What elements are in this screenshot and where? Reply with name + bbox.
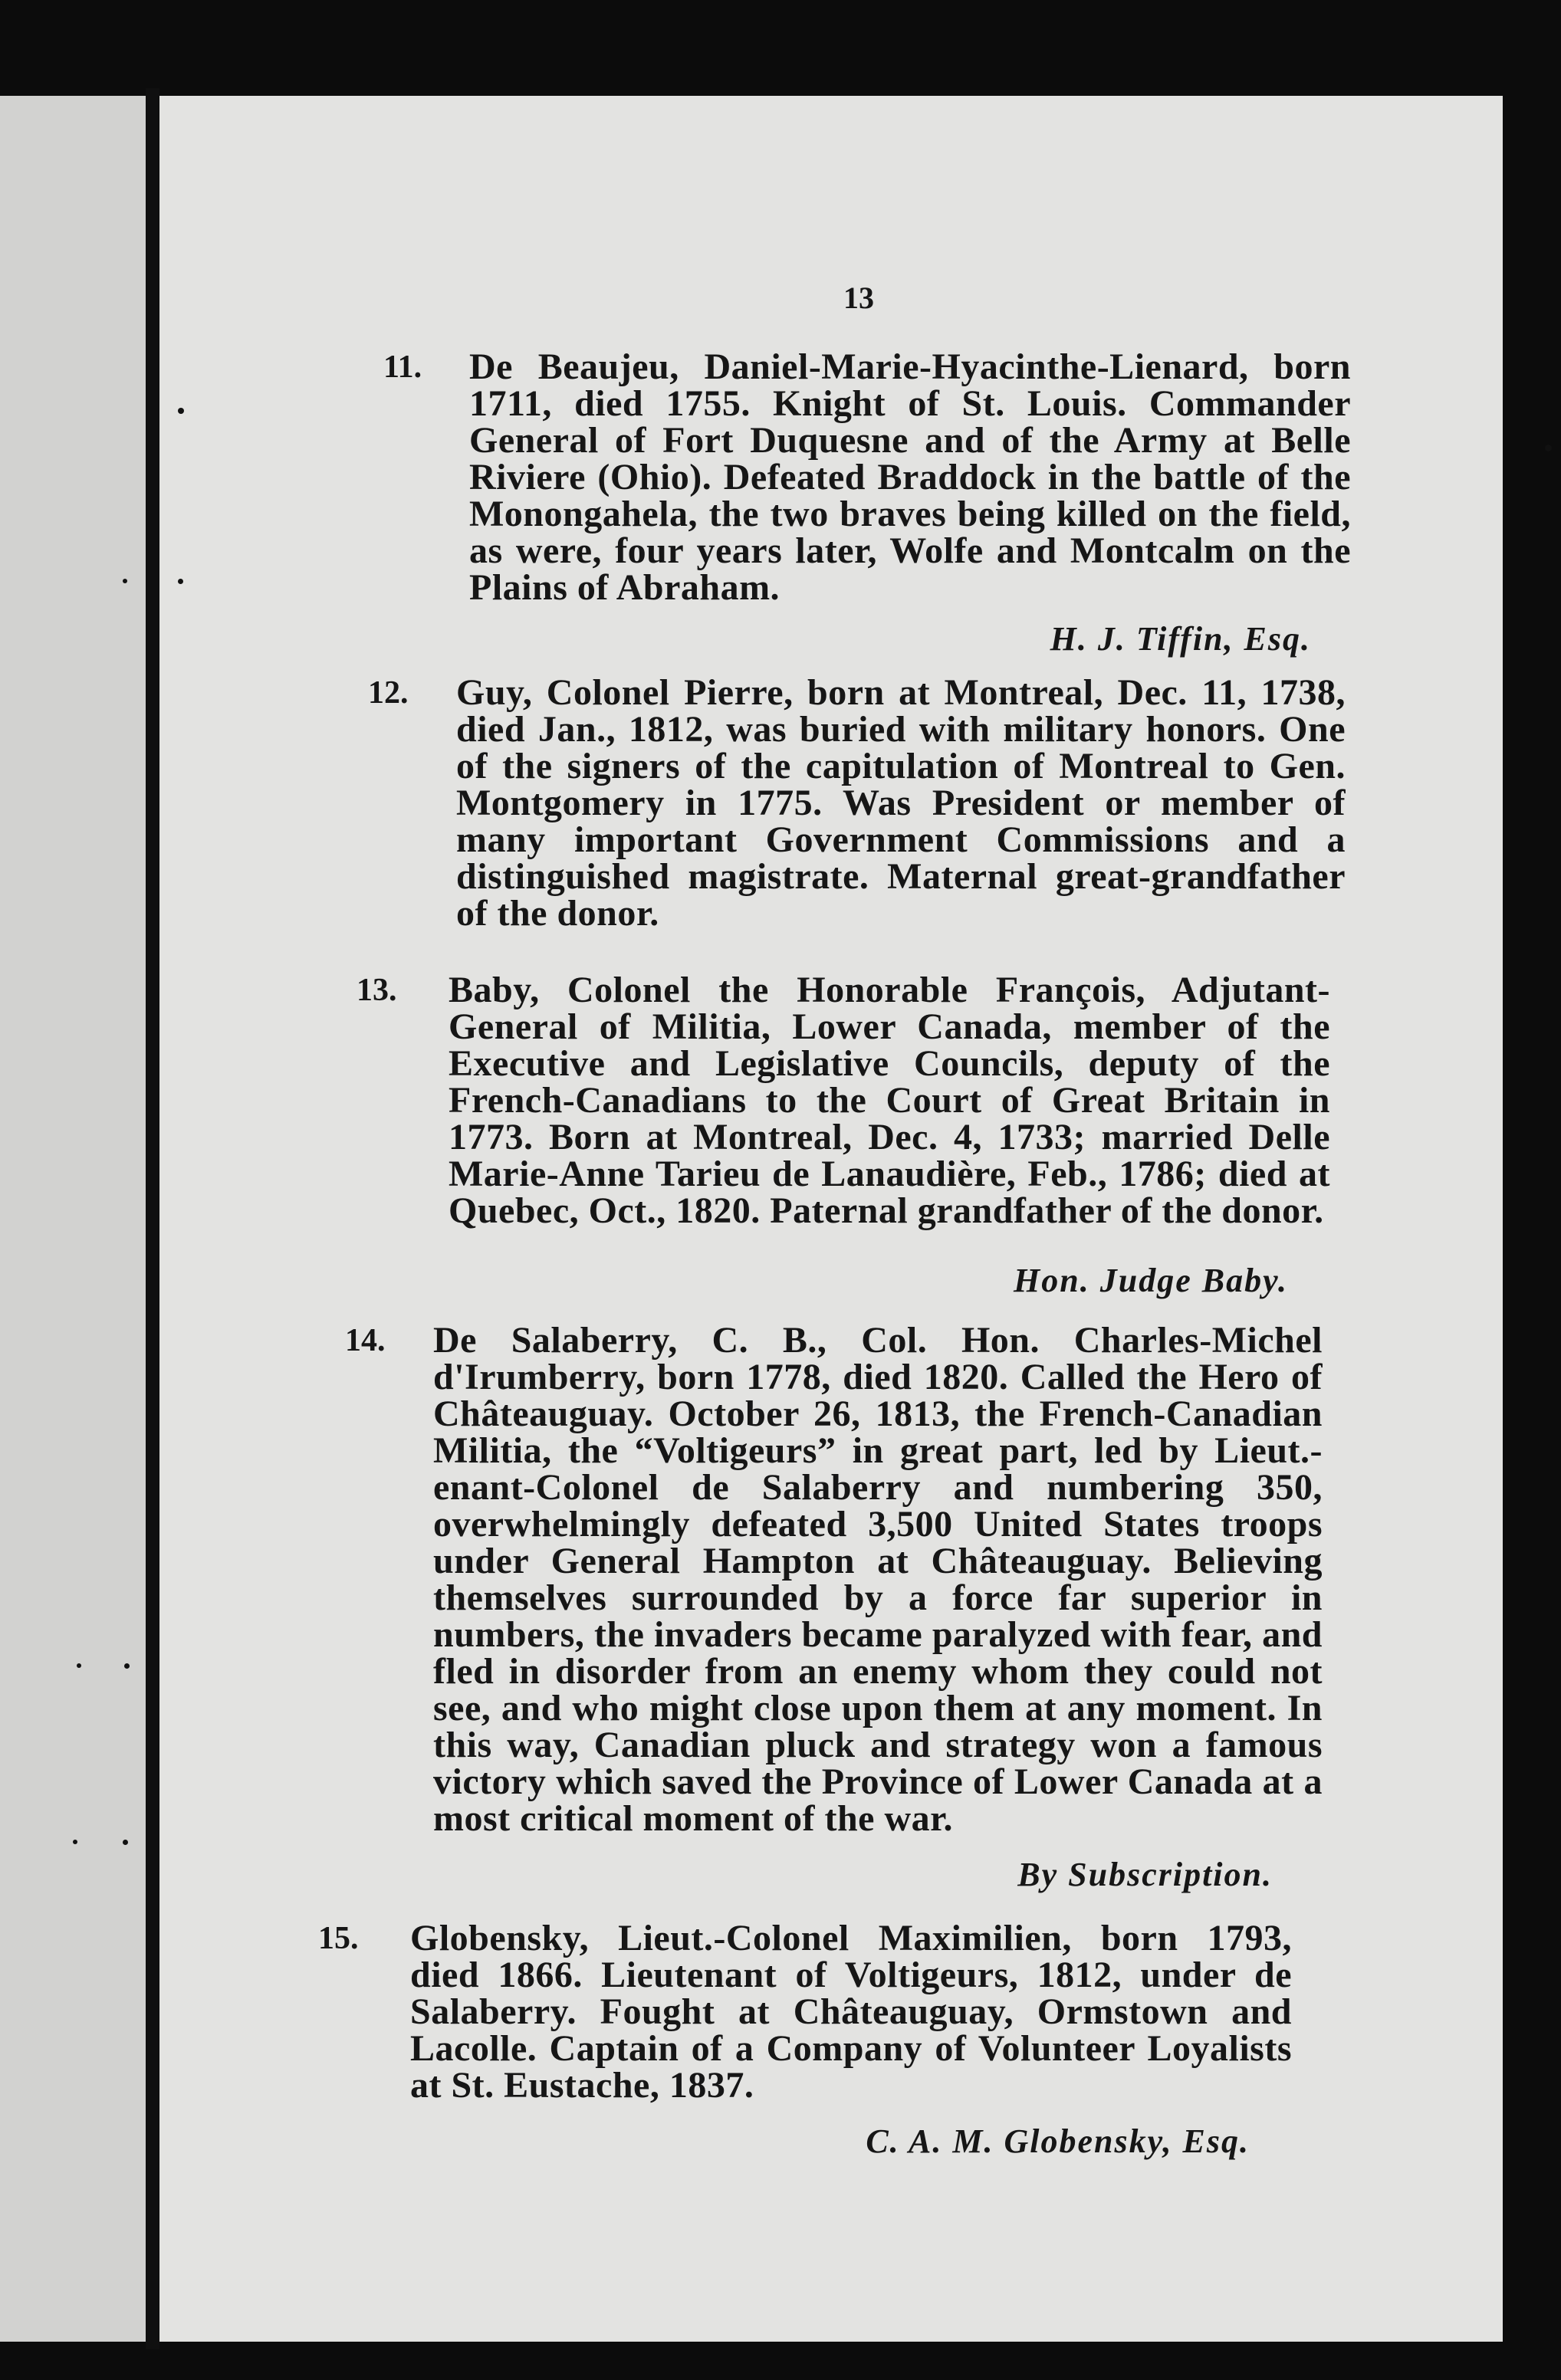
page-number: 13 <box>843 281 874 315</box>
entry-donor: H. J. Tiffin, Esq. <box>1050 620 1311 658</box>
entry-number: 12. <box>368 675 409 711</box>
entry-donor: C. A. M. Globensky, Esq. <box>866 2122 1250 2160</box>
entry-number: 15. <box>318 1921 359 1956</box>
entry-text: Baby, Colonel the Honorable François, Adjutant-General of Militia, Lower Canada, member of the Executive and Legislative Councils, deputy of the French-Canadians to the Court of Great Britain in 1773. Born at Montreal, Dec. 4, 1733; married Delle Marie-Anne Tarieu de Lanaudière, Feb., 1786; died at Quebec, Oct., 1820. Paternal grandfather of the donor. <box>449 970 1330 1231</box>
entry-text: De Beaujeu, Daniel-Marie-Hyacinthe-Lienard, born 1711, died 1755. Knight of St. Louis. Commander General of Fort Duquesne and of the Army at Belle Riviere (Ohio). Defeated Braddock in the battle of the Monongahela, the two braves being killed on the field, as were, four years later, Wolfe and Montcalm on the Plains of Abraham. <box>469 346 1351 608</box>
entry-donor: By Subscription. <box>1017 1856 1273 1893</box>
entry-text: Guy, Colonel Pierre, born at Montreal, Dec. 11, 1738, died Jan., 1812, was buried with military honors. One of the signers of the capitulation of Montreal to Gen. Montgomery in 1775. Was President or member of many important Government Commissions and a distinguished magistrate. Maternal great-grandfather of the donor. <box>456 672 1346 934</box>
entry-donor: Hon. Judge Baby. <box>1014 1262 1288 1299</box>
entry-number: 14. <box>345 1323 386 1358</box>
entry-number: 11. <box>383 350 422 385</box>
entry-number: 13. <box>357 973 397 1008</box>
entry-text: De Salaberry, C. B., Col. Hon. Charles-Michel d'Irumberry, born 1778, died 1820. Called the Hero of Châteauguay. October 26, 1813, the French-Canadian Militia, the “Voltigeurs” in great part, led by Lieut.-enant-Colonel de Salaberry and numbering 350, overwhelmingly defeated 3,500 United States troops under General Hampton at Châteauguay. Believing themselves surrounded by a force far superior in numbers, the invaders became paralyzed with fear, and fled in disorder from an enemy whom they could not see, and who might close upon them at any moment. In this way, Canadian pluck and strategy won a famous victory which saved the Province of Lower Canada at a most critical moment of the war. <box>433 1320 1323 1839</box>
entry-text: Globensky, Lieut.-Colonel Maximilien, born 1793, died 1866. Lieutenant of Voltigeurs, 1812, under de Salaberry. Fought at Châteauguay, Ormstown and Lacolle. Captain of a Company of Volunteer Loyalists at St. Eustache, 1837. <box>410 1918 1292 2106</box>
